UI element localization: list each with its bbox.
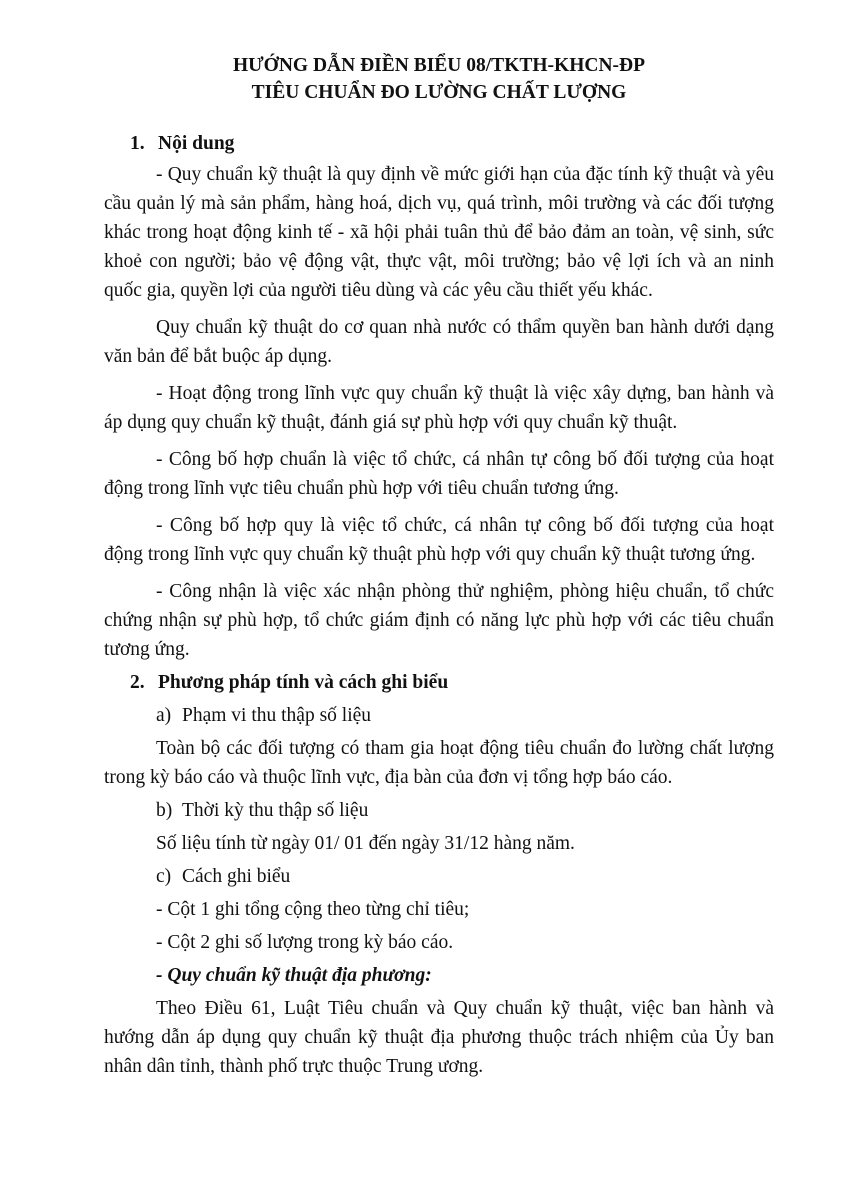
column-2-instruction: - Cột 2 ghi số lượng trong kỳ báo cáo. — [156, 932, 454, 953]
paragraph-regulation-conformity: - Công bố hợp quy là việc tổ chức, cá nhân tự công bố đối tượng của hoạt động trong lĩnh vực quy chuẩn kỹ thuật phù hợp với quy chuẩn kỹ thuật tương ứng. — [104, 515, 774, 565]
subsection-b-label: b) — [156, 800, 173, 821]
subsection-c — [104, 862, 774, 891]
document-title: HƯỚNG DẪN ĐIỀN BIỂU 08/TKTH-KHCN-ĐP — [232, 55, 646, 76]
document-subtitle: TIÊU CHUẨN ĐO LƯỜNG CHẤT LƯỢNG — [251, 82, 627, 103]
section-2-heading — [104, 668, 774, 697]
paragraph-technical-regulation: - Quy chuẩn kỹ thuật là quy định về mức giới hạn của đặc tính kỹ thuật và yêu cầu quản lý mà sản phẩm, hàng hoá, dịch vụ, quá trình, môi trường và các đối tượng khác trong hoạt động kinh tế - xã hội phải tuân thủ để bảo đảm an toàn, vệ sinh, sức khoẻ con người; bảo vệ động vật, thực vật, môi trường; bảo vệ lợi ích và an ninh quốc gia, quyền lợi của người tiêu dùng và các yêu cầu thiết yếu khác. — [104, 164, 774, 301]
subsection-c-text: Cách ghi biểu — [182, 866, 291, 887]
paragraph-period: Số liệu tính từ ngày 01/ 01 đến ngày 31/12 hàng năm. — [156, 833, 575, 854]
section-1-number: 1. — [130, 133, 145, 154]
paragraph-local-regulation: Theo Điều 61, Luật Tiêu chuẩn và Quy chuẩn kỹ thuật, việc ban hành và hướng dẫn áp dụng quy chuẩn kỹ thuật địa phương thuộc trách nhiệm của Ủy ban nhân dân tỉnh, thành phố trực thuộc Trung ương. — [104, 998, 774, 1077]
column-1-instruction: - Cột 1 ghi tổng cộng theo từng chỉ tiêu; — [156, 899, 470, 920]
subsection-a-text: Phạm vi thu thập số liệu — [182, 705, 372, 726]
section-2-number: 2. — [130, 672, 145, 693]
paragraph-issuance: Quy chuẩn kỹ thuật do cơ quan nhà nước có thẩm quyền ban hành dưới dạng văn bản để bắt buộc áp dụng. — [104, 317, 774, 367]
subsection-b-text: Thời kỳ thu thập số liệu — [182, 800, 369, 821]
subsection-c-label: c) — [156, 866, 172, 887]
section-1-heading — [104, 129, 774, 158]
subsection-a-label: a) — [156, 705, 172, 726]
subsection-a — [104, 701, 774, 730]
section-1-title: Nội dung — [158, 133, 235, 154]
paragraph-accreditation: - Công nhận là việc xác nhận phòng thử nghiệm, phòng hiệu chuẩn, tổ chức chứng nhận sự phù hợp, tổ chức giám định có năng lực phù hợp với các tiêu chuẩn tương ứng. — [104, 581, 774, 660]
paragraph-activities: - Hoạt động trong lĩnh vực quy chuẩn kỹ thuật là việc xây dựng, ban hành và áp dụng quy chuẩn kỹ thuật, đánh giá sự phù hợp với quy chuẩn kỹ thuật. — [104, 383, 774, 433]
local-regulation-heading: - Quy chuẩn kỹ thuật địa phương: — [156, 965, 432, 986]
paragraph-scope: Toàn bộ các đối tượng có tham gia hoạt động tiêu chuẩn đo lường chất lượng trong kỳ báo cáo và thuộc lĩnh vực, địa bàn của đơn vị tổng hợp báo cáo. — [104, 738, 774, 788]
section-2-title: Phương pháp tính và cách ghi biểu — [158, 672, 449, 693]
subsection-b — [104, 796, 774, 825]
paragraph-standard-conformity: - Công bố hợp chuẩn là việc tổ chức, cá nhân tự công bố đối tượng của hoạt động trong lĩnh vực tiêu chuẩn phù hợp với tiêu chuẩn tương ứng. — [104, 449, 774, 499]
